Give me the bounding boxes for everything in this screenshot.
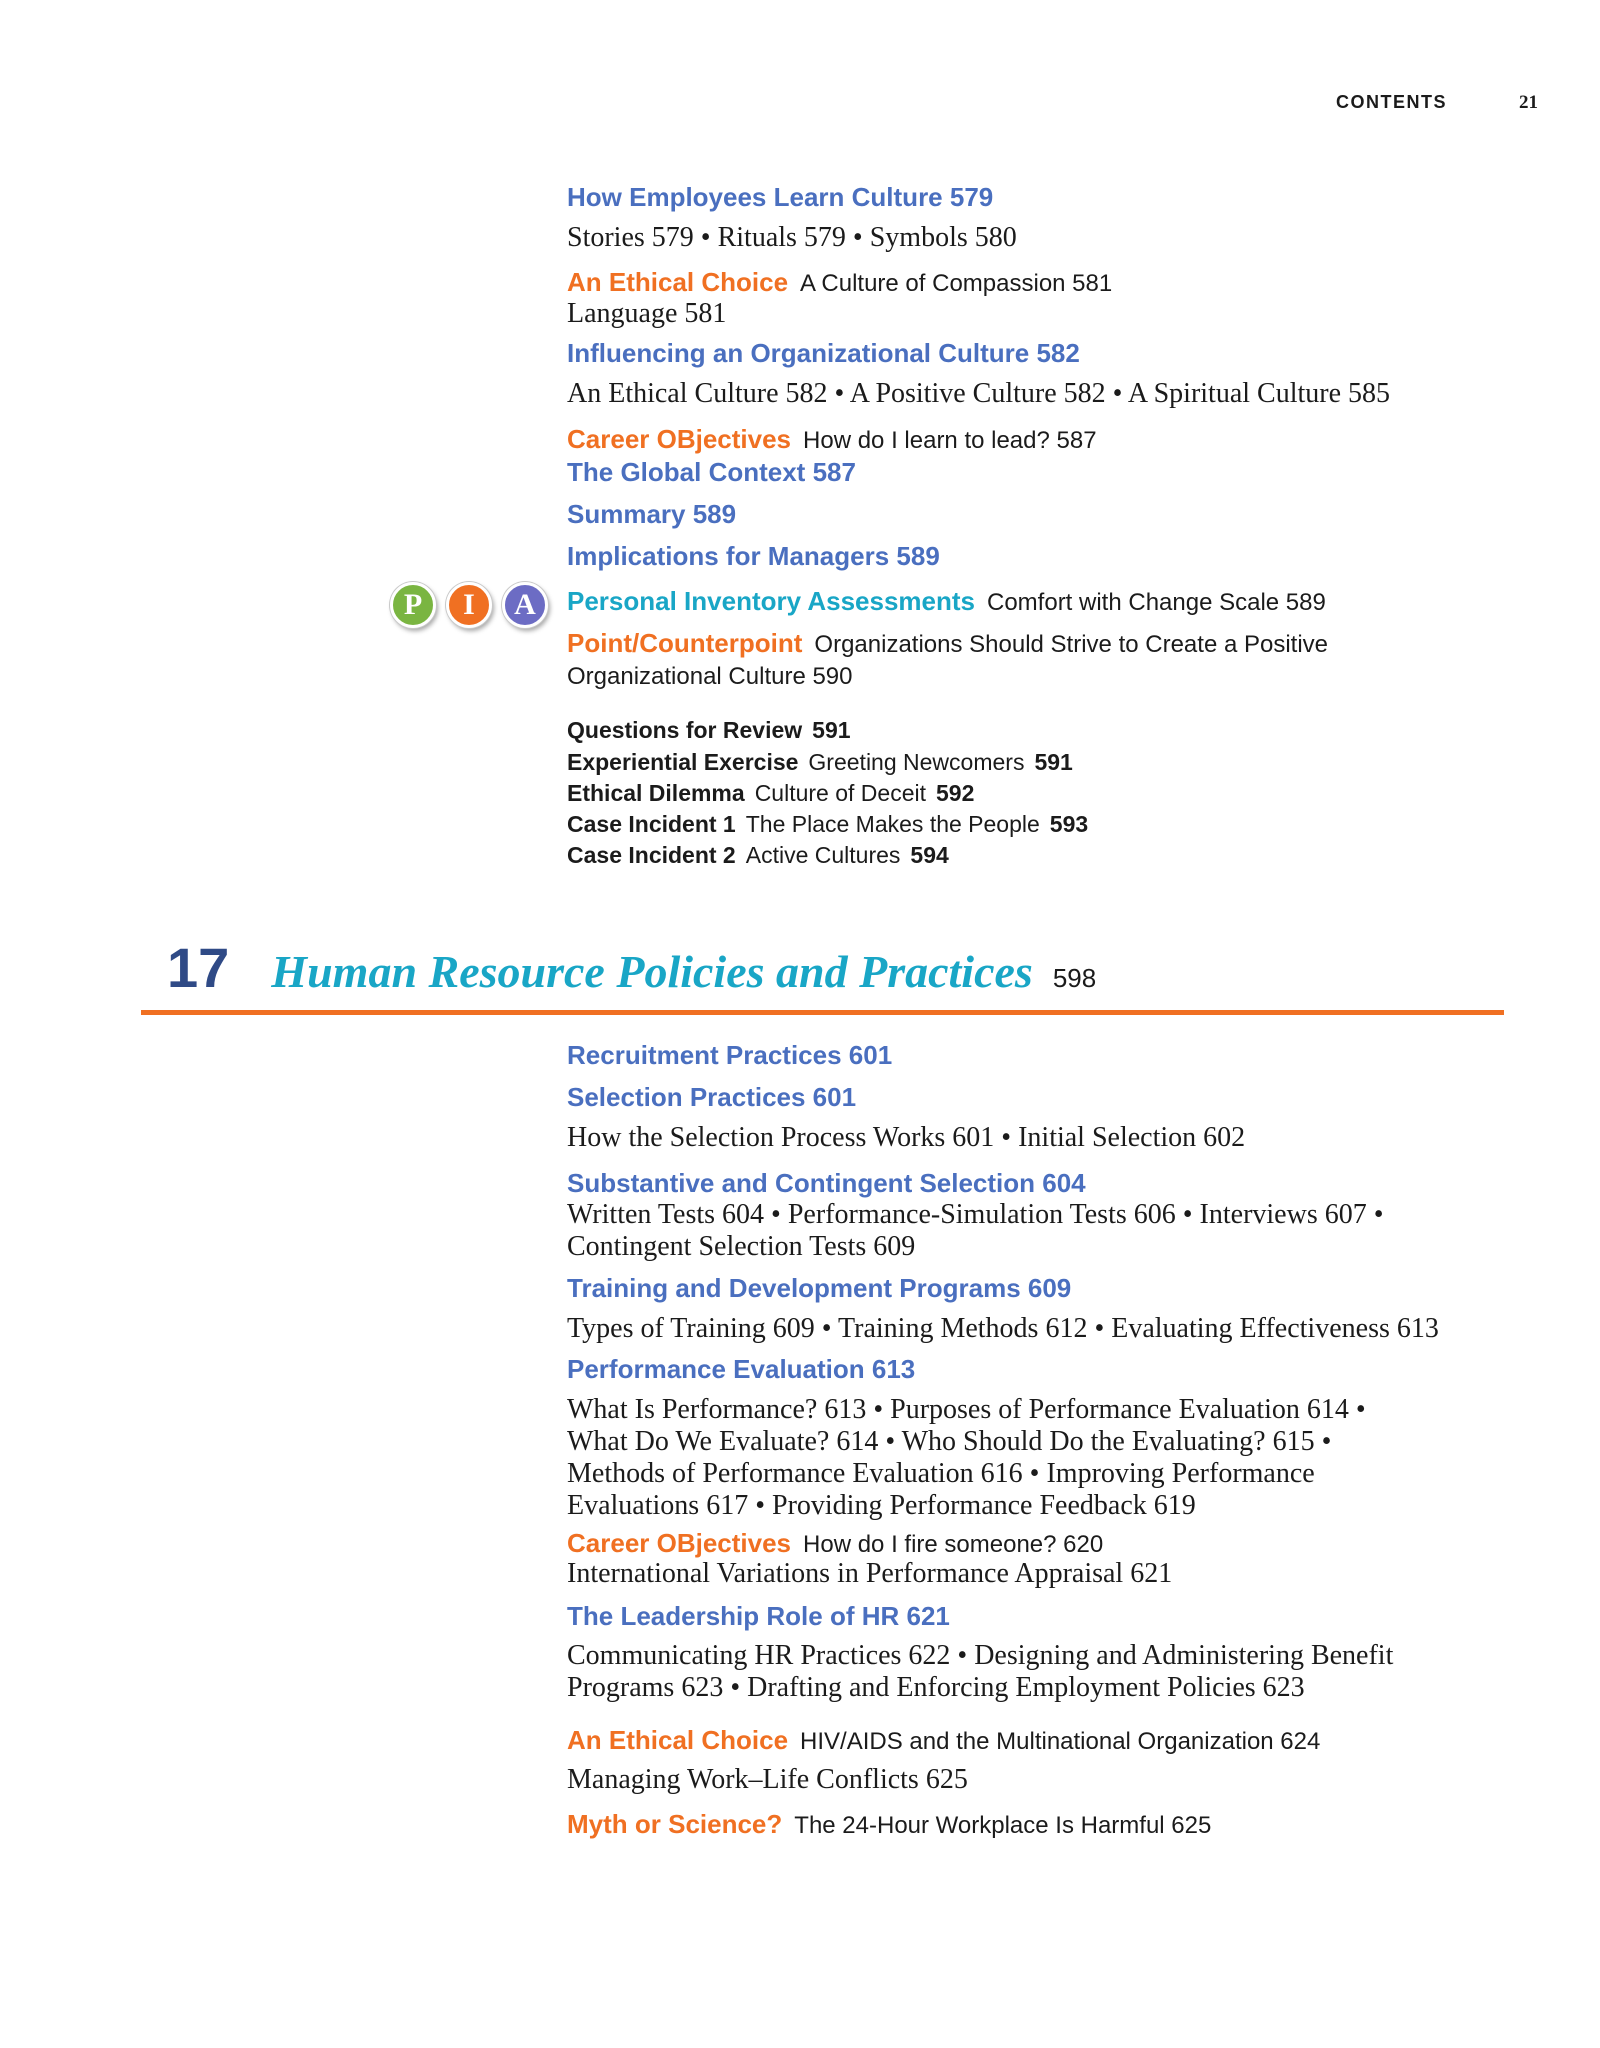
toc-subtopics-leadership-1[interactable]: Communicating HR Practices 622 • Designing and Administering Benefit	[567, 1640, 1394, 1671]
pia-letter-i: I	[446, 582, 492, 628]
chapter-heading[interactable]	[167, 935, 1096, 1000]
toc-subtopics-performance-3[interactable]: Methods of Performance Evaluation 616 • Improving Performance	[567, 1458, 1315, 1489]
feature-label: Career OBjectives	[567, 1528, 792, 1558]
feature-text: The 24-Hour Workplace Is Harmful 625	[794, 1812, 1212, 1839]
header-label: CONTENTS	[1336, 92, 1447, 112]
toc-heading-global-context[interactable]: The Global Context 587	[567, 457, 856, 487]
chapter-title: Human Resource Policies and Practices	[271, 946, 1033, 997]
toc-feature-myth-or-science[interactable]	[567, 1808, 1567, 1842]
toc-feature-career-objectives[interactable]	[567, 423, 1567, 457]
end-item-page: 592	[936, 780, 975, 806]
feature-label: Career OBjectives	[567, 424, 792, 454]
end-item-text: Active Cultures	[745, 842, 901, 868]
toc-heading-training[interactable]: Training and Development Programs 609	[567, 1273, 1072, 1303]
chapter-divider	[141, 1010, 1504, 1015]
toc-feature-ethical-choice[interactable]	[567, 266, 1567, 300]
end-item-label: Case Incident 1	[567, 811, 736, 837]
toc-subtopics-language[interactable]: Language 581	[567, 298, 727, 329]
pia-letter-a: A	[502, 582, 548, 628]
end-item-label: Case Incident 2	[567, 842, 736, 868]
feature-text: How do I learn to lead? 587	[803, 427, 1097, 454]
toc-heading-performance[interactable]: Performance Evaluation 613	[567, 1354, 916, 1384]
end-item-page: 593	[1049, 811, 1089, 837]
toc-subtopics-substantive-2[interactable]: Contingent Selection Tests 609	[567, 1231, 916, 1262]
end-item-text: The Place Makes the People	[745, 811, 1040, 837]
toc-end-questions[interactable]	[567, 714, 1567, 746]
toc-end-ethical-dilemma[interactable]	[567, 777, 1567, 809]
toc-feature-career-objectives-2[interactable]	[567, 1527, 1567, 1561]
toc-end-experiential[interactable]	[567, 746, 1567, 778]
feature-text: HIV/AIDS and the Multinational Organization 624	[800, 1728, 1321, 1755]
toc-heading-selection[interactable]: Selection Practices 601	[567, 1082, 857, 1112]
toc-heading-recruitment[interactable]: Recruitment Practices 601	[567, 1040, 893, 1070]
feature-text-continued: Organizational Culture 590	[567, 663, 853, 690]
toc-subtopics-cultures[interactable]: An Ethical Culture 582 • A Positive Culture 582 • A Spiritual Culture 585	[567, 378, 1391, 409]
feature-label: Point/Counterpoint	[567, 628, 803, 658]
end-item-label: Ethical Dilemma	[567, 780, 745, 806]
feature-text: Organizations Should Strive to Create a Positive	[814, 631, 1329, 658]
toc-subtopics-international[interactable]: International Variations in Performance Appraisal 621	[567, 1558, 1173, 1589]
feature-text: A Culture of Compassion 581	[800, 270, 1113, 297]
page-header	[1336, 92, 1538, 114]
toc-heading-leadership[interactable]: The Leadership Role of HR 621	[567, 1601, 950, 1631]
toc-subtopics-substantive-1[interactable]: Written Tests 604 • Performance-Simulation Tests 606 • Interviews 607 •	[567, 1199, 1384, 1230]
end-item-label: Questions for Review	[567, 717, 803, 743]
end-item-text: Greeting Newcomers	[808, 749, 1025, 775]
toc-end-case-1[interactable]	[567, 808, 1567, 840]
toc-heading-implications[interactable]: Implications for Managers 589	[567, 541, 940, 571]
end-item-page: 594	[910, 842, 949, 868]
feature-label: Myth or Science?	[567, 1809, 783, 1839]
end-item-page: 591	[1034, 749, 1073, 775]
toc-subtopics-performance-2[interactable]: What Do We Evaluate? 614 • Who Should Do the Evaluating? 615 •	[567, 1426, 1332, 1457]
toc-end-case-2[interactable]	[567, 839, 1567, 871]
toc-heading-substantive[interactable]: Substantive and Contingent Selection 604	[567, 1168, 1086, 1198]
end-item-page: 591	[812, 717, 851, 743]
toc-subtopics-worklife[interactable]: Managing Work–Life Conflicts 625	[567, 1764, 968, 1795]
toc-subtopics-selection[interactable]: How the Selection Process Works 601 • Initial Selection 602	[567, 1122, 1246, 1153]
page-number: 21	[1519, 92, 1538, 113]
feature-label: Personal Inventory Assessments	[567, 586, 975, 616]
toc-feature-ethical-choice-2[interactable]	[567, 1724, 1567, 1758]
feature-text: How do I fire someone? 620	[803, 1531, 1104, 1558]
toc-subtopics-leadership-2[interactable]: Programs 623 • Drafting and Enforcing Employment Policies 623	[567, 1672, 1305, 1703]
toc-subtopics-performance-1[interactable]: What Is Performance? 613 • Purposes of Performance Evaluation 614 •	[567, 1394, 1366, 1425]
toc-heading-summary[interactable]: Summary 589	[567, 499, 737, 529]
chapter-page: 598	[1052, 963, 1097, 993]
toc-heading-how-employees[interactable]: How Employees Learn Culture 579	[567, 182, 994, 212]
pia-badge	[390, 582, 558, 628]
feature-label: An Ethical Choice	[567, 267, 789, 297]
feature-label: An Ethical Choice	[567, 1725, 789, 1755]
pia-letter-p: P	[390, 582, 436, 628]
toc-feature-personal-inventory[interactable]	[567, 585, 1567, 619]
toc-subtopics-training[interactable]: Types of Training 609 • Training Methods 612 • Evaluating Effectiveness 613	[567, 1313, 1439, 1344]
toc-subtopics-stories[interactable]: Stories 579 • Rituals 579 • Symbols 580	[567, 222, 1017, 253]
feature-text: Comfort with Change Scale 589	[987, 589, 1326, 616]
toc-feature-point-counterpoint[interactable]	[567, 627, 1567, 693]
end-item-label: Experiential Exercise	[567, 749, 799, 775]
toc-heading-influencing[interactable]: Influencing an Organizational Culture 582	[567, 338, 1080, 368]
chapter-number: 17	[167, 936, 230, 999]
end-item-text: Culture of Deceit	[754, 780, 926, 806]
toc-subtopics-performance-4[interactable]: Evaluations 617 • Providing Performance Feedback 619	[567, 1490, 1196, 1521]
